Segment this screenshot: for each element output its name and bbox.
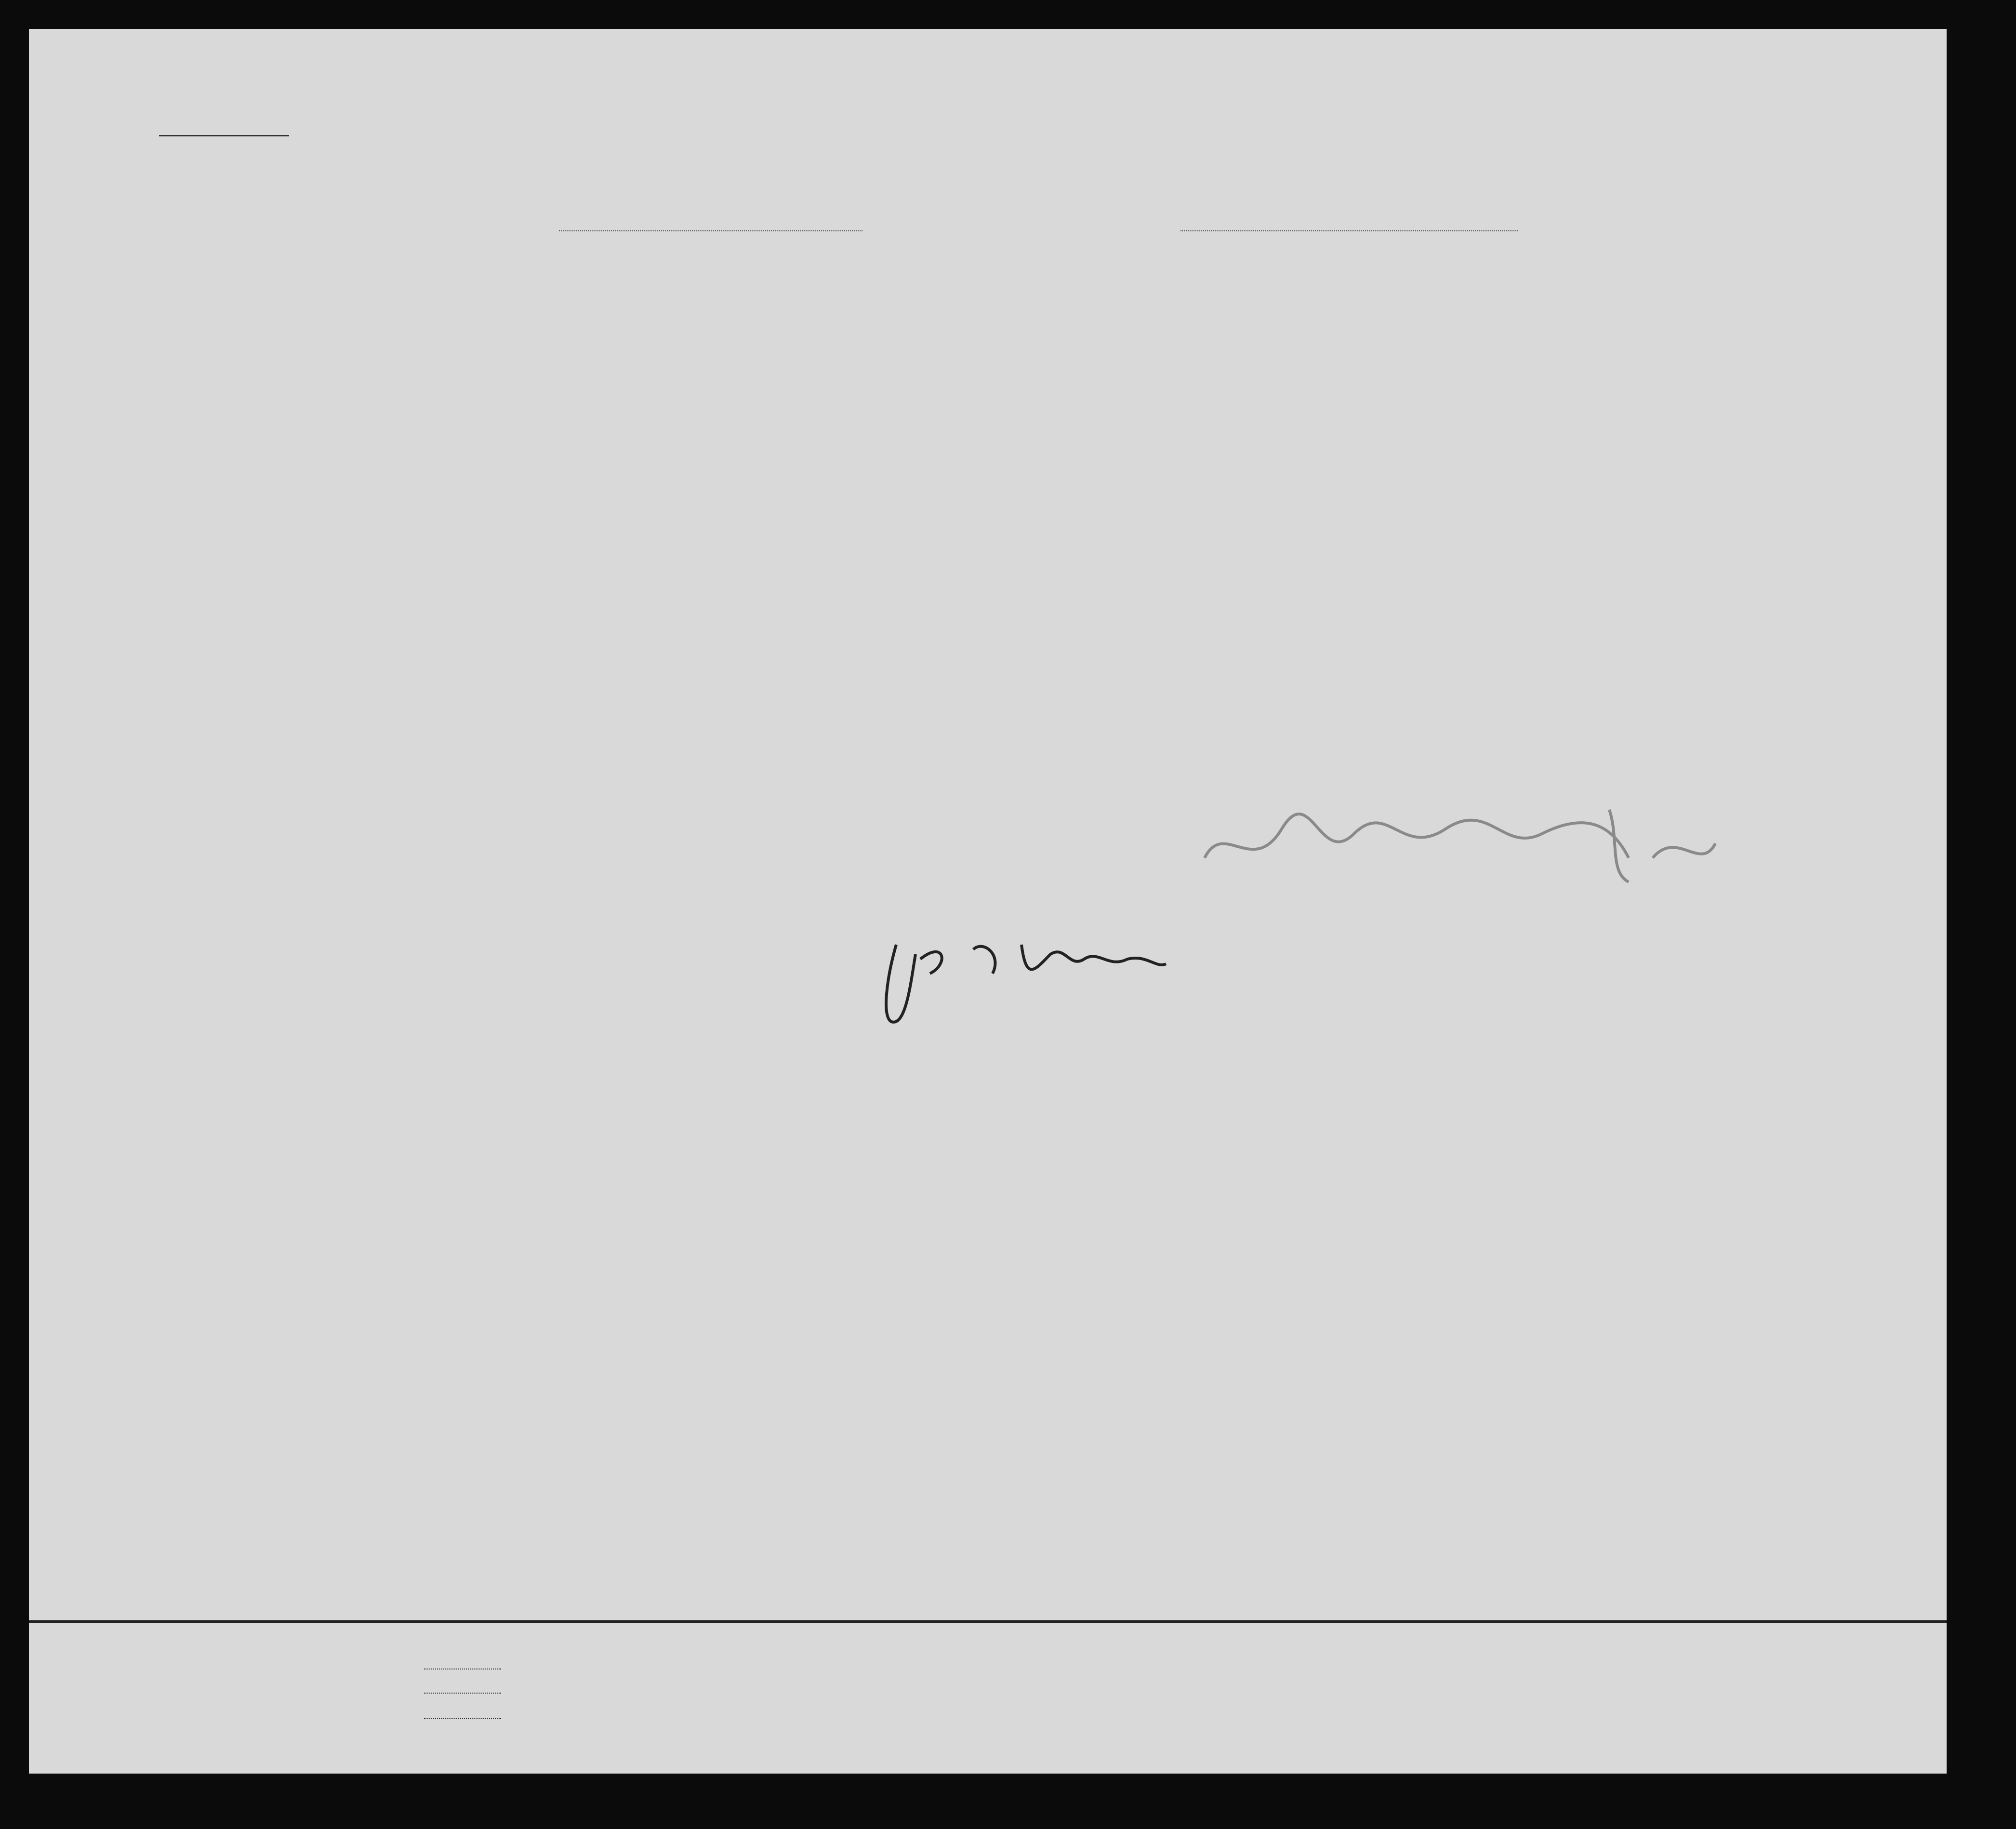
port-underline — [1180, 230, 1518, 231]
footer-rule — [29, 1620, 1947, 1623]
aliens-line — [424, 1718, 501, 1719]
citizens-line — [424, 1693, 501, 1694]
table-grid — [29, 29, 1947, 1774]
inspector-signature — [1195, 800, 1725, 892]
manifest-sheet — [29, 29, 1947, 1774]
purser-signature — [877, 925, 1176, 1031]
list-underline — [159, 135, 289, 136]
ship-underline — [559, 230, 862, 231]
